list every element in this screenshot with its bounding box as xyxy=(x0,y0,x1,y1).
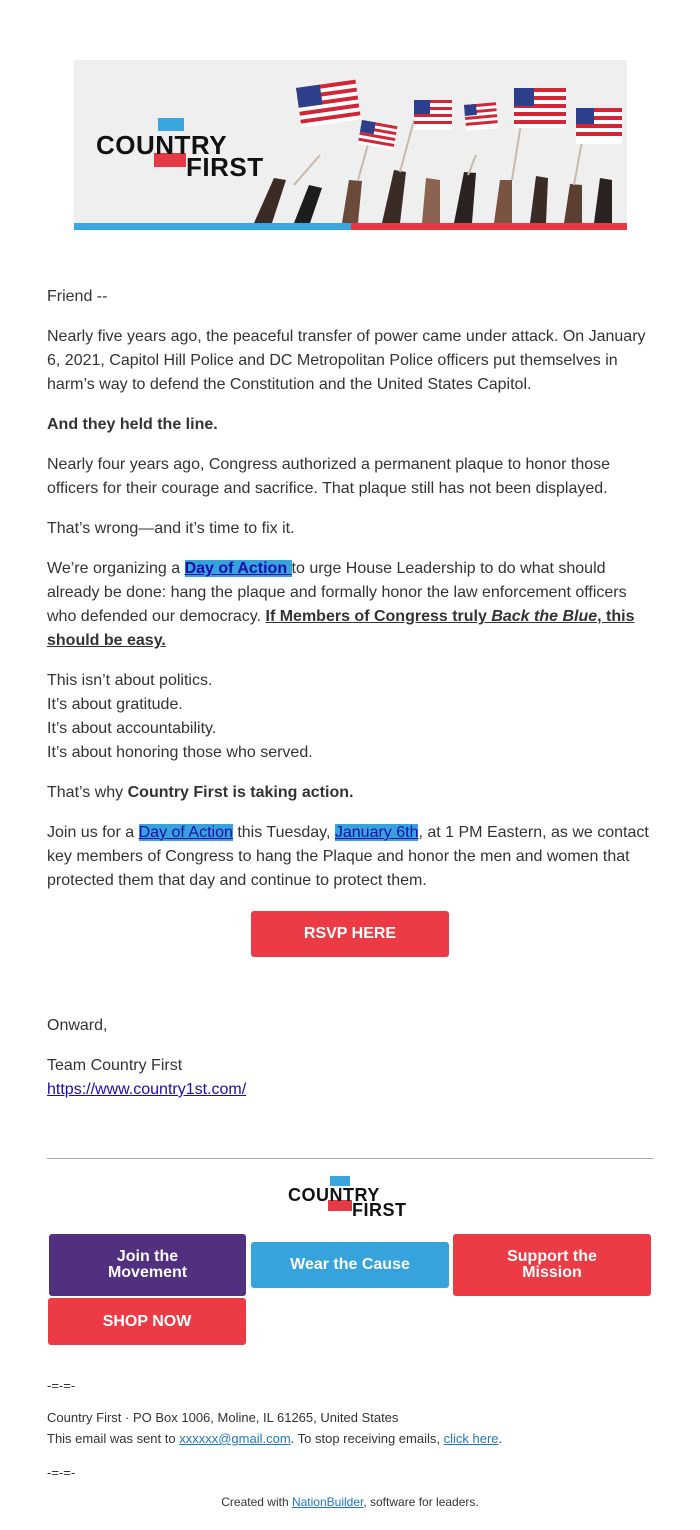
paragraph-attack: Nearly five years ago, the peaceful transfer of power came under attack. On January 6, 2021, Capitol Hill Police and DC Metropolitan Police officers put themselves in harm’s way to defend the Constitution and the United States Capitol. xyxy=(47,328,646,393)
paragraph-wrong: That’s wrong—and it’s time to fix it. xyxy=(47,520,295,537)
signoff: Onward, xyxy=(47,1017,108,1034)
sent-mid: . To stop receiving emails, xyxy=(290,1431,444,1446)
team-block xyxy=(47,1054,246,1102)
footer-divider xyxy=(47,1158,653,1159)
reason-line: It’s about gratitude. xyxy=(47,696,183,713)
organizing-pre: We’re organizing a xyxy=(47,560,185,577)
paragraph-held-line xyxy=(47,413,657,437)
unsubscribe-link[interactable]: click here xyxy=(443,1431,499,1446)
team-name: Team Country First xyxy=(47,1057,183,1074)
day-of-action-link-2[interactable]: Day of Action xyxy=(138,824,233,841)
recipient-email-link[interactable]: xxxxxx@gmail.com xyxy=(179,1431,291,1446)
paragraph-plaque: Nearly four years ago, Congress authorized a permanent plaque to honor those officers for their courage and sacrifice. That plaque still has not been displayed. xyxy=(47,456,611,497)
header-banner xyxy=(74,60,627,230)
shop-now-button[interactable]: SHOP NOW xyxy=(48,1298,246,1345)
country-first-logo xyxy=(96,130,266,180)
paragraph-taking-action xyxy=(47,781,657,805)
january-6th-link[interactable]: January 6th xyxy=(334,824,419,841)
paragraph-join-us xyxy=(47,821,657,893)
email-body xyxy=(47,285,657,909)
join-mid: this Tuesday, xyxy=(232,824,335,841)
greeting: Friend -- xyxy=(47,288,108,305)
banner-blue-stripe xyxy=(74,223,351,230)
back-blue-post: , this should be easy. xyxy=(47,608,635,649)
sent-pre: This email was sent to xyxy=(47,1431,180,1446)
support-mission-button[interactable]: Support the Mission xyxy=(453,1234,651,1296)
created-post: , software for leaders. xyxy=(363,1495,479,1509)
footer-logo xyxy=(288,1185,418,1219)
join-pre: Join us for a xyxy=(47,824,139,841)
separator-bottom: -=-=- xyxy=(47,1465,76,1480)
separator-top: -=-=- xyxy=(47,1378,76,1393)
day-of-action-link[interactable]: Day of Action xyxy=(184,560,292,577)
flags-crowd-image xyxy=(254,60,627,223)
paragraph-reasons xyxy=(47,669,657,765)
back-blue-italic: Back the Blue xyxy=(491,608,598,625)
organizing-mid: to urge House Leadership to do what should already be done: hang the plaque and formally honor the law enforcement officers who defended our democracy. xyxy=(47,560,627,625)
join-post: , at 1 PM Eastern, as we contact key members of Congress to hang the Plaque and honor the men and women that protected them that day and continue to protect them. xyxy=(47,824,649,889)
nationbuilder-link[interactable]: NationBuilder xyxy=(291,1495,364,1509)
website-link[interactable]: https://www.country1st.com/ xyxy=(47,1081,247,1098)
created-pre: Created with xyxy=(221,1495,292,1509)
footer-logo-word-country: COUNTRY xyxy=(288,1185,380,1205)
logo-word-country: COUNTRY xyxy=(96,130,228,160)
reason-line: This isn’t about politics. xyxy=(47,672,213,689)
signature xyxy=(47,1014,246,1118)
join-movement-button[interactable]: Join the Movement xyxy=(49,1234,246,1296)
taking-action-bold: Country First is taking action. xyxy=(127,784,354,801)
logo-word-first: FIRST xyxy=(186,152,264,182)
back-blue-pre: If Members of Congress truly xyxy=(265,608,492,625)
held-line-text: And they held the line. xyxy=(47,416,218,433)
rsvp-button[interactable]: RSVP HERE xyxy=(251,911,449,957)
reason-line: It’s about accountability. xyxy=(47,720,217,737)
address-line: Country First · PO Box 1006, Moline, IL 61265, United States xyxy=(47,1410,399,1425)
footer-logo-word-first: FIRST xyxy=(352,1200,407,1220)
wear-cause-button[interactable]: Wear the Cause xyxy=(251,1242,449,1288)
paragraph-organizing xyxy=(47,557,657,653)
reason-line: It’s about honoring those who served. xyxy=(47,744,313,761)
created-with xyxy=(0,1495,700,1509)
banner-red-stripe xyxy=(351,223,627,230)
taking-action-pre: That’s why xyxy=(47,784,128,801)
footer-info xyxy=(47,1407,502,1449)
sent-post: . xyxy=(498,1431,503,1446)
